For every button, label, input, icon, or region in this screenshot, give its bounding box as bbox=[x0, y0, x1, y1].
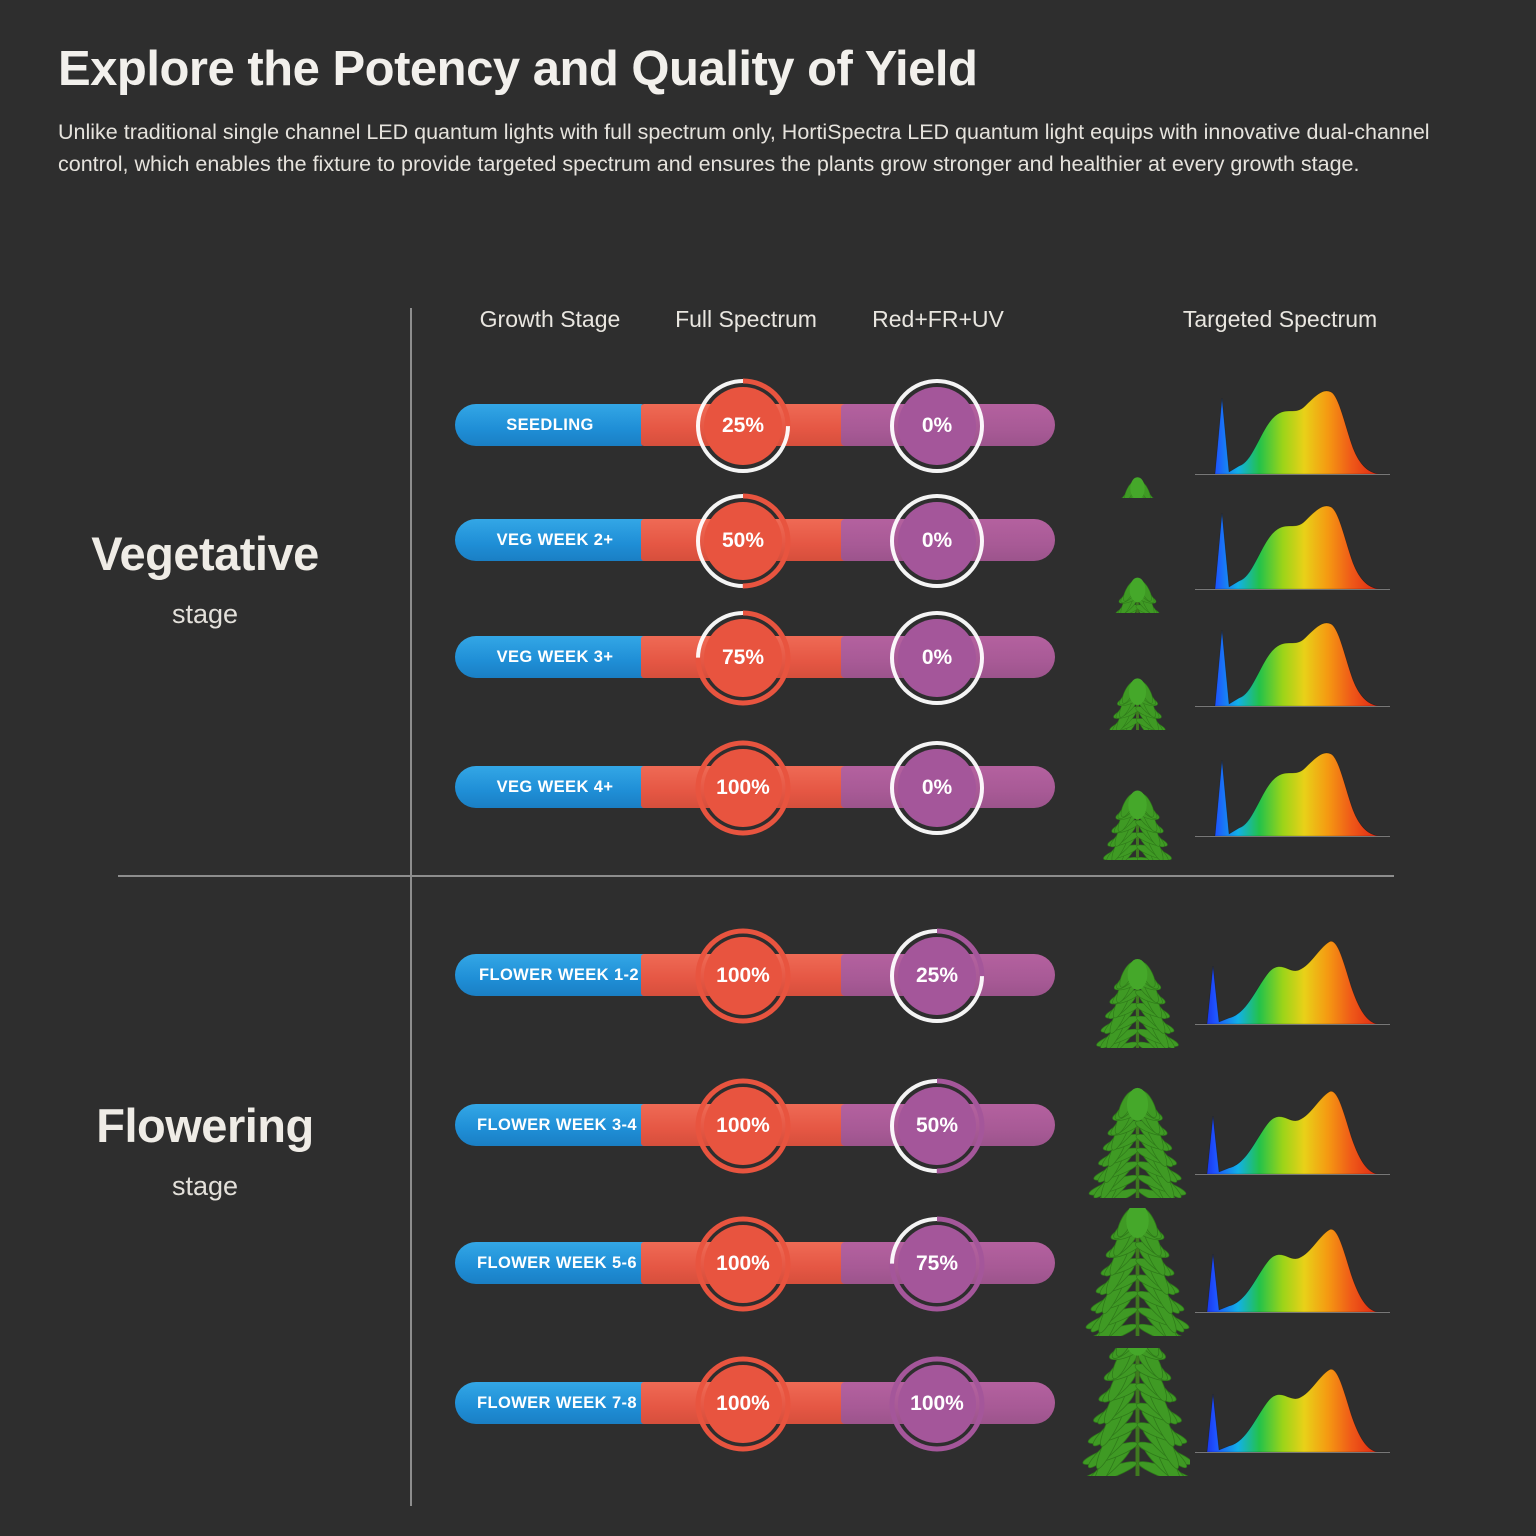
spectrum-curve bbox=[1195, 1076, 1390, 1176]
chart-row bbox=[455, 491, 1465, 601]
stage-label-chip[interactable] bbox=[455, 766, 655, 808]
intro-paragraph: Unlike traditional single channel LED quantum lights with full spectrum only, HortiSpectra LED quantum light equips with innovative dual-channel control, which enables the fixture to provide targeted spectrum and ensures the plants grow stronger and healthier at every growth stage. bbox=[58, 120, 1430, 177]
full-spectrum-dial[interactable] bbox=[693, 926, 793, 1026]
stage-label-chip[interactable] bbox=[455, 1242, 659, 1284]
stage-name: Vegetative bbox=[91, 527, 319, 580]
growth-stage-chart bbox=[0, 286, 1536, 1536]
plant-cell bbox=[1050, 1208, 1190, 1330]
spectrum-cell bbox=[1195, 491, 1390, 597]
stage-subtext: stage bbox=[171, 599, 239, 629]
spectrum-cell bbox=[1195, 1214, 1390, 1320]
spectrum-cell bbox=[1195, 1354, 1390, 1460]
progress-ring bbox=[693, 1214, 793, 1314]
spectrum-curve bbox=[1195, 1214, 1390, 1314]
full-spectrum-dial[interactable] bbox=[693, 376, 793, 476]
chart-row bbox=[455, 1214, 1465, 1324]
progress-ring bbox=[887, 491, 987, 591]
full-spectrum-value: 100% bbox=[704, 749, 782, 827]
spectrum-curve bbox=[1195, 608, 1390, 708]
red-fr-uv-value: 0% bbox=[898, 749, 976, 827]
spectrum-cell bbox=[1195, 926, 1390, 1032]
plant-cell bbox=[1050, 920, 1190, 1042]
full-spectrum-dial[interactable] bbox=[693, 1076, 793, 1176]
progress-ring bbox=[887, 738, 987, 838]
progress-ring bbox=[887, 1076, 987, 1176]
red-fr-uv-value: 25% bbox=[898, 937, 976, 1015]
spectrum-curve bbox=[1195, 738, 1390, 838]
red-fr-uv-value: 75% bbox=[898, 1225, 976, 1303]
stage-chip-text: FLOWER WEEK 1-2 bbox=[478, 965, 639, 984]
page-title: Explore the Potency and Quality of Yield bbox=[58, 42, 978, 96]
spectrum-curve bbox=[1195, 926, 1390, 1026]
progress-ring bbox=[887, 926, 987, 1026]
plant-cell bbox=[1050, 370, 1190, 492]
spectrum-curve bbox=[1195, 1354, 1390, 1454]
chart-row bbox=[455, 1076, 1465, 1186]
stage-label-flowering bbox=[0, 1099, 410, 1202]
stage-subtext: stage bbox=[171, 1171, 239, 1201]
progress-ring bbox=[693, 1354, 793, 1454]
chart-row bbox=[455, 608, 1465, 718]
plant-cell bbox=[1050, 1348, 1190, 1470]
progress-ring bbox=[693, 1076, 793, 1176]
spectrum-cell bbox=[1195, 738, 1390, 844]
stage-label-chip[interactable] bbox=[455, 954, 663, 996]
stage-name: Flowering bbox=[96, 1099, 314, 1152]
column-header-targeted-spectrum: Targeted Spectrum bbox=[1182, 306, 1378, 332]
spectrum-cell bbox=[1195, 1076, 1390, 1182]
red-fr-uv-dial[interactable] bbox=[887, 491, 987, 591]
stage-label-vegetative bbox=[0, 527, 410, 630]
stage-chip-text: VEG WEEK 2+ bbox=[496, 530, 614, 549]
full-spectrum-value: 50% bbox=[704, 502, 782, 580]
progress-ring bbox=[887, 376, 987, 476]
plant-illustration bbox=[1050, 920, 1190, 1048]
red-fr-uv-dial[interactable] bbox=[887, 1354, 987, 1454]
red-fr-uv-value: 100% bbox=[898, 1365, 976, 1443]
full-spectrum-value: 100% bbox=[704, 1365, 782, 1443]
plant-illustration bbox=[1050, 1208, 1190, 1336]
column-header-full-spectrum: Full Spectrum bbox=[675, 306, 817, 332]
full-spectrum-value: 100% bbox=[704, 1087, 782, 1165]
red-fr-uv-dial[interactable] bbox=[887, 926, 987, 1026]
stage-label-chip[interactable] bbox=[455, 404, 645, 446]
column-header-growth-stage: Growth Stage bbox=[479, 306, 621, 332]
progress-ring bbox=[693, 376, 793, 476]
red-fr-uv-value: 0% bbox=[898, 502, 976, 580]
stage-chip-text: FLOWER WEEK 3-4 bbox=[476, 1115, 637, 1134]
stage-chip-text: SEEDLING bbox=[506, 415, 594, 434]
progress-ring bbox=[693, 608, 793, 708]
progress-ring bbox=[693, 491, 793, 591]
spectrum-curve bbox=[1195, 376, 1390, 476]
stage-label-chip[interactable] bbox=[455, 1104, 659, 1146]
stage-label-chip[interactable] bbox=[455, 519, 655, 561]
full-spectrum-dial[interactable] bbox=[693, 1354, 793, 1454]
chart-row bbox=[455, 738, 1465, 848]
red-fr-uv-dial[interactable] bbox=[887, 738, 987, 838]
progress-ring bbox=[887, 1214, 987, 1314]
vertical-divider bbox=[410, 308, 412, 1506]
progress-ring bbox=[693, 738, 793, 838]
chart-row bbox=[455, 926, 1465, 1036]
plant-illustration bbox=[1050, 1348, 1190, 1476]
full-spectrum-value: 100% bbox=[704, 1225, 782, 1303]
spectrum-cell bbox=[1195, 376, 1390, 482]
progress-ring bbox=[887, 608, 987, 708]
chart-row bbox=[455, 1354, 1465, 1464]
full-spectrum-dial[interactable] bbox=[693, 1214, 793, 1314]
red-fr-uv-value: 0% bbox=[898, 619, 976, 697]
stage-label-chip[interactable] bbox=[455, 636, 655, 678]
full-spectrum-dial[interactable] bbox=[693, 738, 793, 838]
plant-illustration bbox=[1050, 370, 1190, 498]
plant-cell bbox=[1050, 485, 1190, 607]
full-spectrum-value: 25% bbox=[704, 387, 782, 465]
stage-chip-text: FLOWER WEEK 5-6 bbox=[476, 1253, 637, 1272]
plant-cell bbox=[1050, 602, 1190, 724]
plant-illustration bbox=[1050, 485, 1190, 613]
plant-illustration bbox=[1050, 1070, 1190, 1198]
full-spectrum-dial[interactable] bbox=[693, 491, 793, 591]
red-fr-uv-dial[interactable] bbox=[887, 376, 987, 476]
horizontal-divider bbox=[118, 875, 1394, 877]
red-fr-uv-dial[interactable] bbox=[887, 1076, 987, 1176]
stage-chip-text: VEG WEEK 4+ bbox=[496, 777, 614, 796]
spectrum-cell bbox=[1195, 608, 1390, 714]
red-fr-uv-dial[interactable] bbox=[887, 608, 987, 708]
full-spectrum-dial[interactable] bbox=[693, 608, 793, 708]
plant-cell bbox=[1050, 732, 1190, 854]
spectrum-curve bbox=[1195, 491, 1390, 591]
red-fr-uv-dial[interactable] bbox=[887, 1214, 987, 1314]
plant-cell bbox=[1050, 1070, 1190, 1192]
red-fr-uv-value: 0% bbox=[898, 387, 976, 465]
progress-ring bbox=[887, 1354, 987, 1454]
progress-ring bbox=[693, 926, 793, 1026]
stage-chip-text: FLOWER WEEK 7-8 bbox=[476, 1393, 637, 1412]
page-header bbox=[0, 0, 1536, 181]
plant-illustration bbox=[1050, 602, 1190, 730]
column-header-red-fr-uv: Red+FR+UV bbox=[872, 306, 1004, 332]
plant-illustration bbox=[1050, 732, 1190, 860]
full-spectrum-value: 75% bbox=[704, 619, 782, 697]
stage-chip-text: VEG WEEK 3+ bbox=[496, 647, 614, 666]
chart-row bbox=[455, 376, 1465, 486]
full-spectrum-value: 100% bbox=[704, 937, 782, 1015]
red-fr-uv-value: 50% bbox=[898, 1087, 976, 1165]
stage-label-chip[interactable] bbox=[455, 1382, 659, 1424]
